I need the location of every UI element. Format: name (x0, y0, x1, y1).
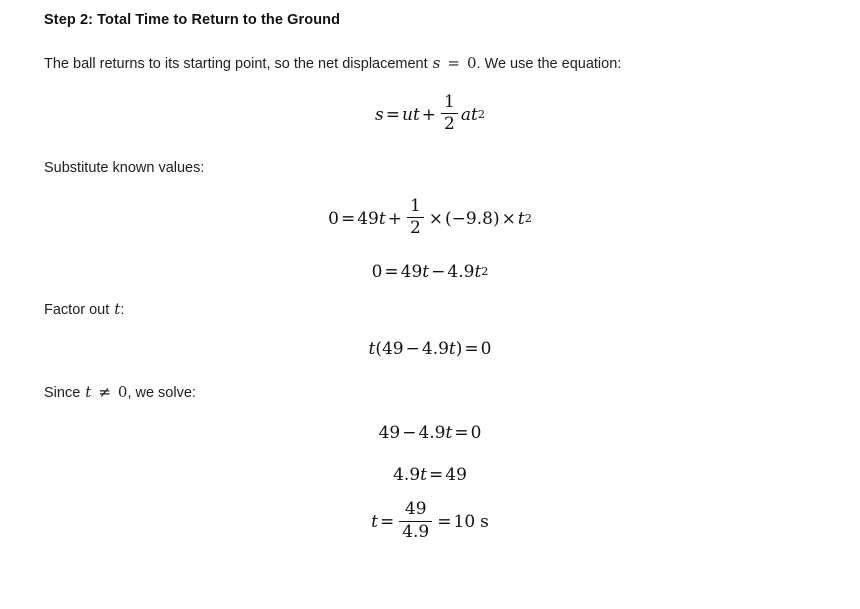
paragraph-text-after: . We use the equation: (476, 56, 622, 72)
eq2-plus: + (387, 208, 402, 229)
equation-linear-factor (44, 423, 816, 443)
eq1-frac-numerator: 1 (444, 91, 455, 112)
equation-substituted: 0 = 49 t + $\frac{1}{2}$ × (−9.8) × t 2 (328, 195, 532, 239)
eq4-t-inner: t (448, 339, 456, 360)
eq7-t: t (371, 512, 378, 533)
eq2-times-first: × (428, 208, 444, 229)
eq2-t: t (378, 208, 386, 229)
eq1-equals: = (385, 104, 400, 125)
equation-simplified: 0 = 49 t − 4.9 t 2 (371, 261, 489, 282)
eq7-result: 10 (453, 512, 476, 533)
eq7-unit-seconds: s (480, 512, 489, 533)
eq7-frac-denominator: 4.9 (402, 521, 430, 542)
eq1-frac-denominator: 2 (444, 114, 455, 135)
paragraph-since-text: Since (44, 385, 81, 402)
inline-var-t-factor: t (114, 299, 121, 318)
eq5-equals: = (454, 423, 469, 444)
eq1-t2: t (471, 104, 478, 125)
equation-rearranged (44, 465, 816, 485)
eq1-plus: + (421, 104, 437, 125)
eq5-t: t (445, 423, 453, 444)
equation-final-time (44, 501, 816, 543)
paragraph-displacement-intro (44, 52, 816, 76)
eq6-equals: = (429, 465, 444, 486)
inline-var-s: s (432, 54, 441, 72)
eq2-equals: = (340, 208, 356, 229)
eq4-close-paren: ) (455, 339, 463, 360)
eq6-t: t (420, 465, 427, 486)
eq7-equals-second: = (437, 512, 452, 533)
eq3-t-squared-base: t (474, 261, 482, 282)
eq2-t-squared-base: t (517, 208, 525, 229)
eq3-coefficient: 49 (400, 261, 423, 282)
paragraph-factor-out (44, 298, 816, 322)
paragraph-substitute: Substitute known values: (44, 159, 205, 176)
eq4-zero: 0 (480, 339, 492, 360)
inline-not-equal: ≠ (98, 383, 111, 402)
eq2-frac-denominator: 2 (409, 218, 421, 239)
inline-zero: 0 (117, 383, 128, 402)
eq3-zero: 0 (371, 261, 383, 282)
eq6-coefficient-decimal: 4.9 (393, 465, 421, 486)
page-title: Step 2: Total Time to Return to the Ground (44, 12, 341, 28)
equation-factored (44, 339, 816, 359)
eq1-t: t (412, 104, 420, 125)
eq2-zero: 0 (328, 208, 339, 229)
eq2-coefficient: 49 (357, 208, 379, 229)
eq2-times-second: × (501, 208, 516, 229)
eq5-coefficient: 49 (378, 423, 401, 444)
eq5-minus: − (402, 423, 417, 444)
eq4-coefficient-decimal: 4.9 (421, 339, 449, 360)
eq1-a: a (460, 104, 471, 125)
eq2-fraction-one-half (407, 197, 424, 239)
eq3-t: t (422, 261, 430, 282)
eq1-fraction-one-half (441, 93, 458, 135)
paragraph-since-t-nonzero (44, 381, 816, 405)
eq5-zero: 0 (470, 423, 482, 444)
eq1-s: s (375, 104, 384, 125)
paragraph-factor-colon: : (120, 301, 125, 318)
paragraph-since-after: , we solve: (127, 385, 196, 402)
eq7-equals: = (379, 512, 395, 533)
eq1-u: u (401, 104, 413, 125)
eq7-fraction (399, 500, 432, 542)
eq6-value: 49 (445, 465, 467, 486)
eq4-open-paren: ( (375, 339, 382, 360)
eq4-equals: = (464, 339, 479, 360)
eq2-acceleration-value: (−9.8) (445, 208, 500, 229)
eq4-minus: − (405, 339, 420, 360)
eq3-minus: − (431, 261, 446, 282)
inline-var-t-nonzero: t (85, 383, 92, 402)
eq4-t: t (368, 339, 376, 360)
inline-equals: = (447, 54, 460, 72)
eq2-frac-numerator: 1 (409, 195, 421, 216)
eq3-coefficient-decimal: 4.9 (447, 261, 475, 282)
paragraph-factor-text: Factor out (44, 301, 110, 318)
eq4-coefficient: 49 (381, 339, 404, 360)
eq3-equals: = (384, 261, 399, 282)
paragraph-text-before: The ball returns to its starting point, so the net displacement (44, 56, 428, 72)
inline-value-zero: 0 (466, 54, 477, 72)
equation-displacement-formula: s = u t + $\frac{1}{2}$ a t 2 (375, 91, 485, 135)
eq5-coefficient-decimal: 4.9 (418, 423, 446, 444)
eq7-frac-numerator: 49 (404, 499, 427, 520)
